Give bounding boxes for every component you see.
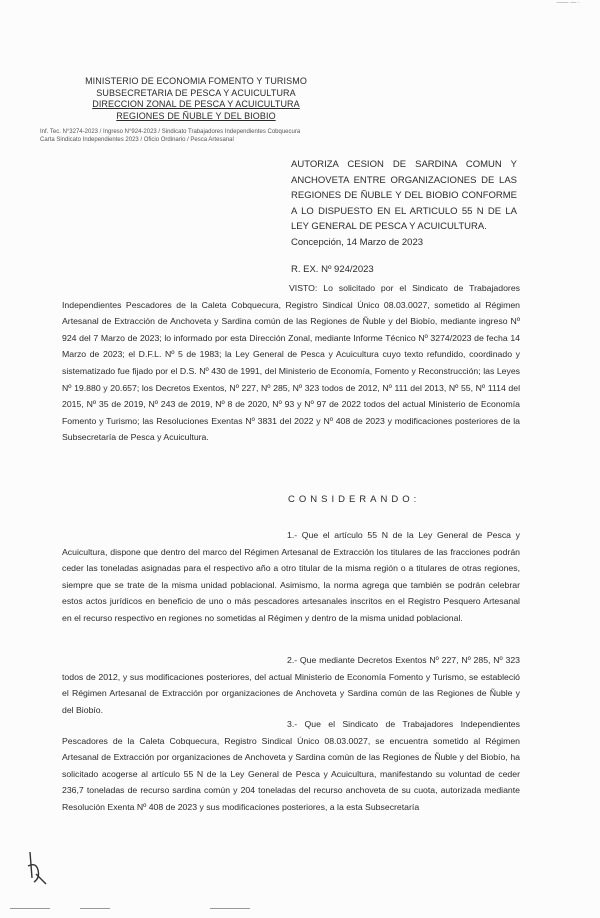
resolution-date: Concepción, 14 Marzo de 2023 [291,237,424,248]
letterhead [76,76,316,122]
letterhead-direccion: DIRECCION ZONAL DE PESCA Y ACUICULTURA [92,99,300,110]
page-corner-mark: —— — · [556,0,580,6]
letterhead-ministry: MINISTERIO DE ECONOMIA FOMENTO Y TURISMO [85,76,307,86]
resolution-number: R. EX. Nº 924/2023 [291,264,374,275]
considerando-paragraph-1: 1.- Que el artículo 55 N de la Ley General de Pesca y Acuicultura, dispone que dentro del marco del Régimen Artesanal de Extracción los titulares de las fracciones podrán ceder las toneladas asignadas para el respectivo año a otro titular de la misma región o a titulares de otras regiones, siempre que se trate de la misma unidad poblacional. Asimismo, la norma agrega que también se podrán celebrar estos actos jurídicos en beneficio de uno o más pescadores artesanales inscritos en el Registro Pesquero Artesanal en el recurso respectivo en regiones no sometidas al Régimen y dentro de la misma unidad poblacional. [62,530,520,623]
considerando-heading: CONSIDERANDO: [288,494,421,505]
reference-line-2: Carta Sindicato Independientes 2023 / Oficio Ordinario / Pesca Artesanal [40,137,234,143]
letterhead-subsecretaria: SUBSECRETARIA DE PESCA Y ACUICULTURA [96,87,296,98]
considerando-paragraph-2: 2.- Que mediante Decretos Exentos Nº 227, Nº 285, Nº 323 todos de 2012, y sus modificaciones posteriores, del actual Ministerio de Economía Fomento y Turismo, se estableció el Régimen Artesanal de Extracción por organizaciones de Anchoveta y Sardina común de las Regiones de Ñuble y del Biobío. [62,655,520,715]
letterhead-regiones: REGIONES DE ÑUBLE Y DEL BIOBIO [116,110,276,121]
page-footer-rule [0,908,600,910]
reference-lines [40,128,360,144]
considerando-paragraph-3: 3.- Que el Sindicato de Trabajadores Independientes Pescadores de la Caleta Cobquecura, Registro Sindical Único 08.03.0027, se encuentra sometido al Régimen Artesanal de Extracción por organizaciones de Anchoveta y Sardina común de las Regiones de Ñuble y del Biobío, ha solicitado acogerse al artículo 55 N de la Ley General de Pesca y Acuicultura, manifestando su voluntad de ceder 236,7 toneladas de recurso sardina común y 204 toneladas del recurso anchoveta de su cuota, autorizada mediante Resolución Exenta Nº 408 de 2023 y sus modificaciones posteriores, a la esta Subsecretaría [62,719,520,812]
resolution-title: AUTORIZA CESION DE SARDINA COMUN Y ANCHOVETA ENTRE ORGANIZACIONES DE LAS REGIONES DE ÑUBLE Y DEL BIOBIO CONFORME A LO DISPUESTO EN EL ARTICULO 55 N DE LA LEY GENERAL DE PESCA Y ACUICULTURA. [291,159,517,232]
visto-paragraph: VISTO: Lo solicitado por el Sindicato de Trabajadores Independientes Pescadores de la Caleta Cobquecura, Registro Sindical Único 08.03.0027, sometido al Régimen Artesanal de Extracción de Anchoveta y Sardina común de las Regiones de Ñuble y del Biobío, mediante ingreso Nº 924 del 7 Marzo de 2023; lo informado por esta Dirección Zonal, mediante Informe Técnico Nº 3274/2023 de fecha 14 Marzo de 2023; el D.F.L. Nº 5 de 1983; la Ley General de Pesca y Acuicultura cuyo texto refundido, coordinado y sistematizado fue fijado por el D.S. Nº 430 de 1991, del Ministerio de Economía, Fomento y Reconstrucción; las Leyes Nº 19.880 y 20.657; los Decretos Exentos, Nº 227, Nº 285, Nº 323 todos de 2012, Nº 111 del 2013, Nº 55, Nº 1114 del 2015, Nº 35 de 2019, Nº 243 de 2019, Nº 8 de 2020, Nº 93 y Nº 97 de 2022 todos del actual Ministerio de Economía Fomento y Turismo; las Resoluciones Exentas Nº 3831 del 2022 y Nº 408 de 2023 y modificaciones posteriores de la Subsecretaría de Pesca y Acuicultura. [62,283,520,443]
reference-line-1: Inf. Tec. N°3274-2023 / Ingreso N°924-2023 / Sindicato Trabajadores Independientes Cobquecura [40,129,301,135]
signature-mark [22,848,52,888]
